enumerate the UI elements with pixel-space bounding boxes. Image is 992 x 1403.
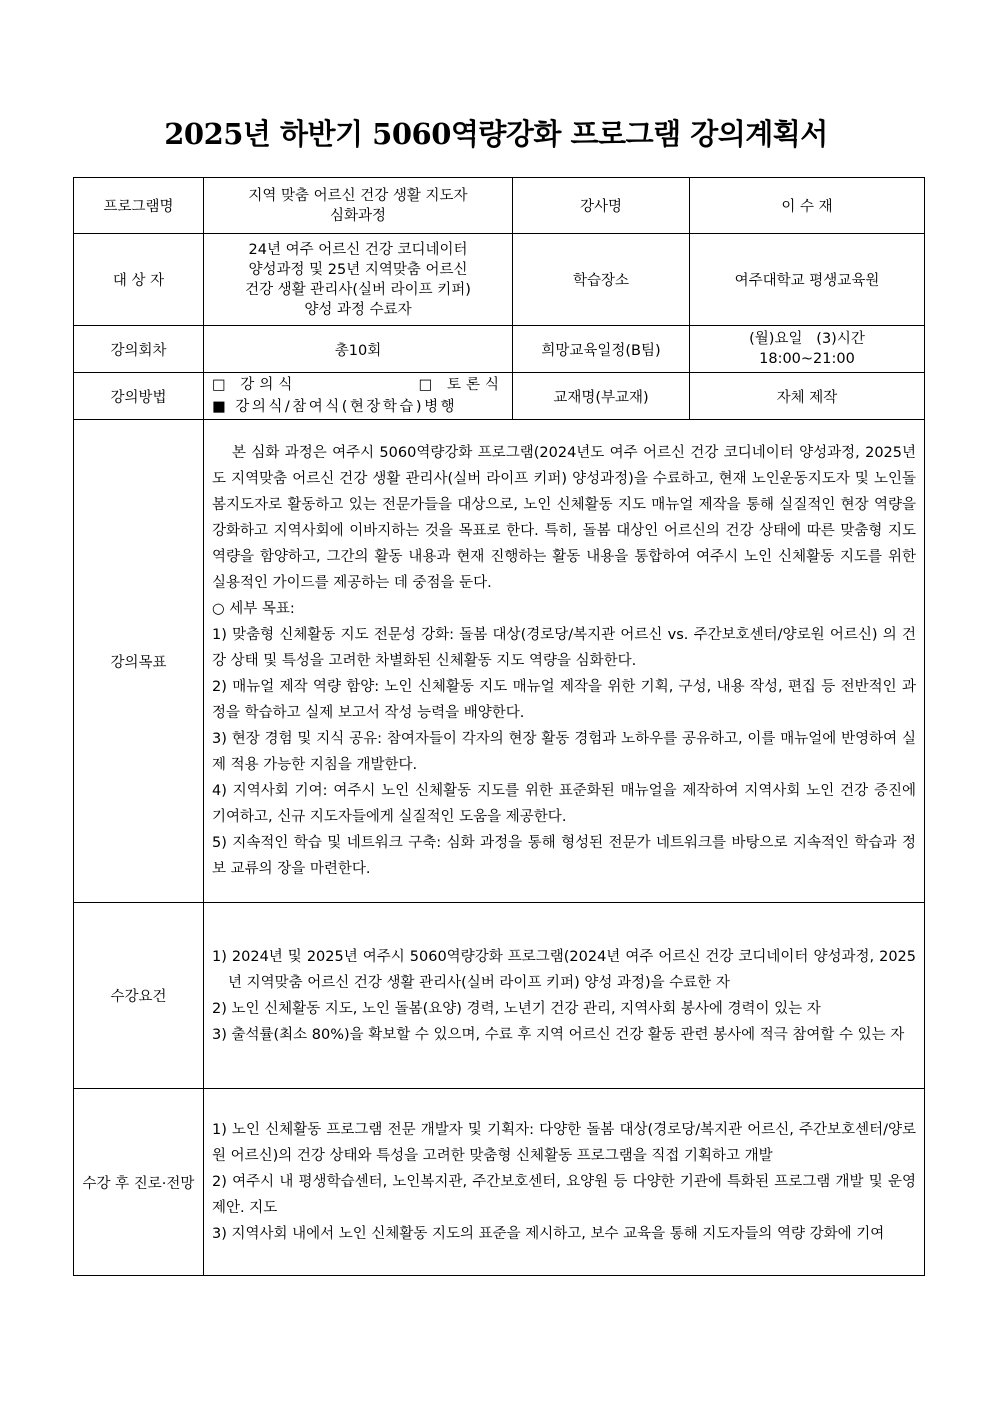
goal-item-2: 2) 매뉴얼 제작 역량 함양: 노인 신체활동 지도 매뉴얼 제작을 위한 기획, 구성, 내용 작성, 편집 등 전반적인 과정을 학습하고 실제 보고서 작성 능력을 배양한다. [212,679,916,721]
target-line-1: 24년 여주 어르신 건강 코디네이터 [248,241,468,258]
goals-detail-heading: ○ 세부 목표: [212,601,295,617]
table-row-requirements [74,903,925,1089]
requirement-item-1: 1) 2024년 및 2025년 여주시 5060역량강화 프로그램(2024년 여주 어르신 건강 코디네이터 양성과정, 2025년 지역맞춤 어르신 건강 생활 관리사(실버 라이프 키퍼) 양성 과정)을 수료한 자 [212,948,916,991]
instructor-label: 강사명 [513,178,690,234]
table-row-sessions [74,326,925,373]
method-option-lecture: □ 강의식 [212,377,298,393]
program-name-label: 프로그램명 [74,178,204,234]
goals-intro: 본 심화 과정은 여주시 5060역량강화 프로그램(2024년도 여주 어르신 건강 코디네이터 양성과정, 2025년도 지역맞춤 어르신 건강 생활 관리사(실버 라이프 키퍼) 양성과정)을 수료하고, 현재 노인운동지도자 및 노인돌봄지도자로 활동하고 있는 전문가들을 대상으로, 노인 신체활동 지도 매뉴얼 제작을 통해 실질적인 현장 역량을 강화하고 지역사회에 이바지하는 것을 목표로 한다. 특히, 돌봄 대상인 어르신의 건강 상태에 따른 맞춤형 지도 역량을 함양하고, 그간의 활동 내용과 현재 진행하는 활동 내용을 통합하여 여주시 노인 신체활동 지도를 위한 실용적인 가이드를 제공하는 데 중점을 둔다. [212,445,916,591]
method-option-discussion: □ 토론식 [418,377,504,393]
textbook-label: 교재명(부교재) [513,373,690,420]
textbook-value: 자체 제작 [690,373,925,420]
method-label: 강의방법 [74,373,204,420]
method-options [204,373,513,420]
table-row-career [74,1089,925,1276]
requirement-item-2: 2) 노인 신체활동 지도, 노인 돌봄(요양) 경력, 노년기 건강 관리, 지역사회 봉사에 경력이 있는 자 [212,1000,821,1017]
goals-label: 강의목표 [74,420,204,903]
instructor-value: 이 수 재 [690,178,925,234]
table-row-target [74,234,925,326]
program-name-line-1: 지역 맞춤 어르신 건강 생활 지도자 [248,187,468,204]
requirement-item-3: 3) 출석률(최소 80%)을 확보할 수 있으며, 수료 후 지역 어르신 건강 활동 관련 봉사에 적극 참여할 수 있는 자 [212,1026,905,1043]
goals-content [204,420,925,903]
requirements-label: 수강요건 [74,903,204,1089]
page-title: 2025년 하반기 5060역량강화 프로그램 강의계획서 [164,117,828,151]
schedule-value [690,326,925,373]
program-name-line-2: 심화과정 [329,207,387,224]
goal-item-1: 1) 맞춤형 신체활동 지도 전문성 강화: 돌봄 대상(경로당/복지관 어르신 vs. 주간보호센터/양로원 어르신) 의 건강 상태 및 특성을 고려한 차별화된 신체활동 지도 역량을 심화한다. [212,627,916,669]
program-name-value [204,178,513,234]
career-content [204,1089,925,1276]
location-value: 여주대학교 평생교육원 [690,234,925,326]
target-line-3: 건강 생활 관리사(실버 라이프 키퍼) [245,281,471,298]
method-option-combined: ■ 강의식/참여식(현장학습)병행 [212,399,458,415]
requirements-content [204,903,925,1089]
career-item-3: 3) 지역사회 내에서 노인 신체활동 지도의 표준을 제시하고, 보수 교육을 통해 지도자들의 역량 강화에 기여 [212,1226,885,1242]
sessions-value: 총10회 [204,326,513,373]
goal-item-3: 3) 현장 경험 및 지식 공유: 참여자들이 각자의 현장 활동 경험과 노하우를 공유하고, 이를 매뉴얼에 반영하여 실제 적용 가능한 지침을 개발한다. [212,731,916,773]
table-row-method [74,373,925,420]
target-value [204,234,513,326]
target-line-4: 양성 과정 수료자 [304,301,412,318]
location-label: 학습장소 [513,234,690,326]
career-item-1: 1) 노인 신체활동 프로그램 전문 개발자 및 기획자: 다양한 돌봄 대상(경로당/복지관 어르신, 주간보호센터/양로원 어르신)의 건강 상태와 특성을 고려한 맞춤형 신체활동 프로그램을 직접 기획하고 개발 [212,1122,916,1164]
goal-item-4: 4) 지역사회 기여: 여주시 노인 신체활동 지도를 위한 표준화된 매뉴얼을 제작하여 지역사회 노인 건강 증진에 기여하고, 신규 지도자들에게 실질적인 도움을 제공한다. [212,783,916,825]
career-label: 수강 후 진로·전망 [74,1089,204,1276]
table-row-program [74,178,925,234]
goal-item-5: 5) 지속적인 학습 및 네트워크 구축: 심화 과정을 통해 형성된 전문가 네트워크를 바탕으로 지속적인 학습과 정보 교류의 장을 마련한다. [212,835,916,877]
schedule-line-2: 18:00~21:00 [759,351,855,367]
sessions-label: 강의회차 [74,326,204,373]
schedule-label: 희망교육일정(B팀) [513,326,690,373]
lecture-plan-table [73,177,925,1276]
table-row-goals [74,420,925,903]
method-row-1 [212,374,504,396]
target-label: 대 상 자 [74,234,204,326]
target-line-2: 양성과정 및 25년 지역맞춤 어르신 [248,261,468,278]
schedule-line-1: (월)요일 (3)시간 [749,331,865,347]
career-item-2: 2) 여주시 내 평생학습센터, 노인복지관, 주간보호센터, 요양원 등 다양한 기관에 특화된 프로그램 개발 및 운영 제안. 지도 [212,1174,916,1216]
